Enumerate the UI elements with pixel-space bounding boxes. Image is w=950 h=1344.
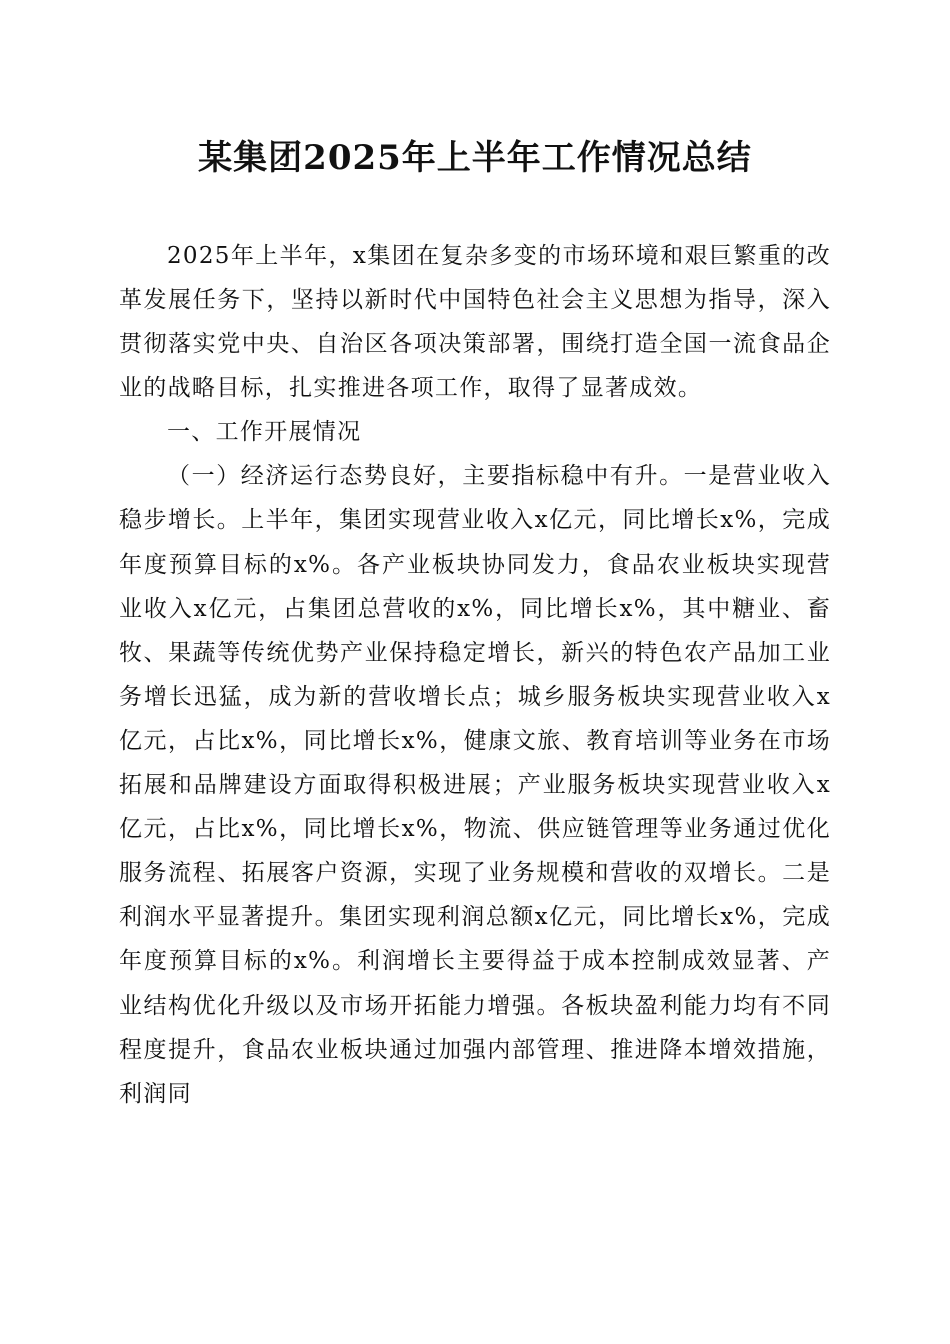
document-body	[119, 234, 831, 1116]
section-heading-work-progress: 一、工作开展情况	[167, 419, 362, 446]
document-title: 某集团2025年上半年工作情况总结	[198, 138, 752, 178]
intro-paragraph: 2025年上半年，x集团在复杂多变的市场环境和艰巨繁重的改革发展任务下，坚持以新时代中国特色社会主义思想为指导，深入贯彻落实党中央、自治区各项决策部署，围绕打造全国一流食品企业的战略目标，扎实推进各项工作，取得了显著成效。	[119, 243, 831, 402]
section1-paragraph-economy: （一）经济运行态势良好，主要指标稳中有升。一是营业收入稳步增长。上半年，集团实现营业收入x亿元，同比增长x%，完成年度预算目标的x%。各产业板块协同发力，食品农业板块实现营业收入x亿元，占集团总营收的x%，同比增长x%，其中糖业、畜牧、果蔬等传统优势产业保持稳定增长，新兴的特色农产品加工业务增长迅猛，成为新的营收增长点；城乡服务板块实现营业收入x亿元，占比x%，同比增长x%，健康文旅、教育培训等业务在市场拓展和品牌建设方面取得积极进展；产业服务板块实现营业收入x亿元，占比x%，同比增长x%，物流、供应链管理等业务通过优化服务流程、拓展客户资源，实现了业务规模和营收的双增长。二是利润水平显著提升。集团实现利润总额x亿元，同比增长x%，完成年度预算目标的x%。利润增长主要得益于成本控制成效显著、产业结构优化升级以及市场开拓能力增强。各板块盈利能力均有不同程度提升，食品农业板块通过加强内部管理、推进降本增效措施，利润同	[119, 463, 831, 1107]
